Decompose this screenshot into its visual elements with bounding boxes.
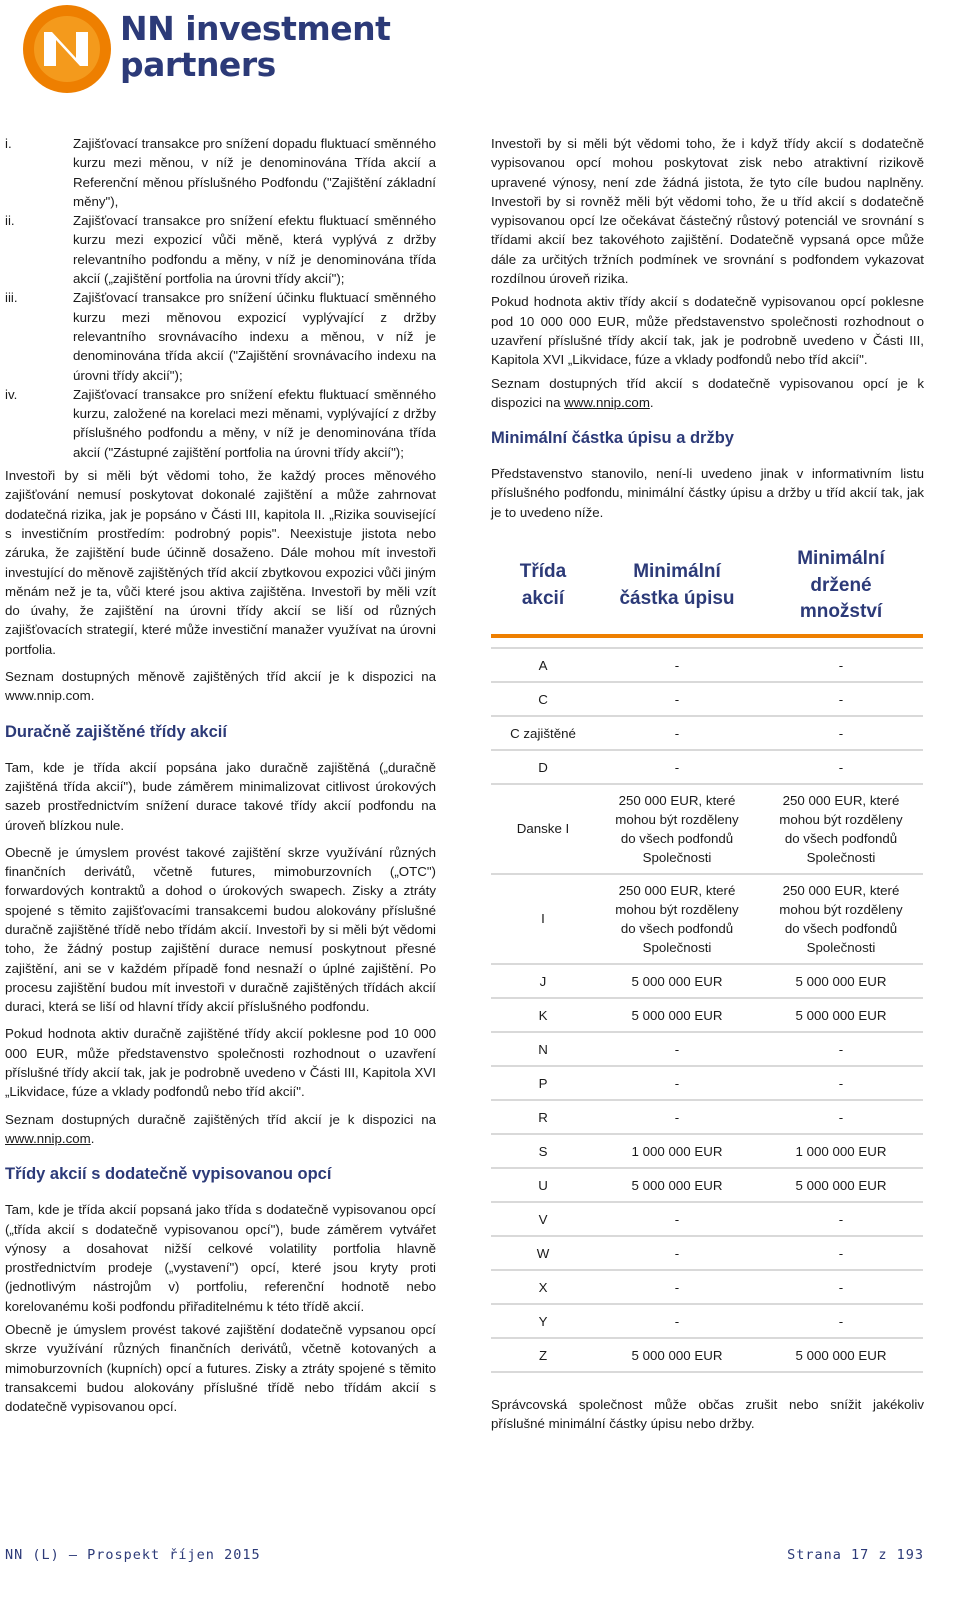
paragraph: Pokud hodnota aktiv třídy akcií s dodatečně vypisovanou opcí poklesne pod 10 000 000 EUR, může představenstvo společnosti rozhodnout o uzavření příslušné třídy akcií tak, jak je podrobně uvedeno v Části III, Kapitola XVI „Likvidace, fúze a vklady podfondů nebo tříd akcií".	[491, 294, 924, 368]
share-class-cell: S	[491, 1134, 595, 1168]
list-number: ii.	[5, 213, 15, 229]
min-subscription-cell: 1 000 000 EUR	[595, 1134, 759, 1168]
table-row	[491, 1168, 923, 1202]
paragraph-text: .	[90, 1130, 95, 1146]
min-subscription-cell: 5 000 000 EUR	[595, 1168, 759, 1202]
paragraph: Tam, kde je třída akcií popsaná jako třída s dodatečně vypisovanou opcí („třída akcií s dodatečně vypisovanou opcí"), bude záměrem vytvářet výnosy a dosahovat nižší celkové volatility portfolia hlavně prostřednictvím prodeje („vystavení") opcí, které jsou kryty proti (jednotlivým nástrojům v) portfoliu, referenční hodnotě nebo korelovanému koši podfondu přiřaditelnému k této třídě akcií.	[5, 1202, 436, 1314]
min-subscription-cell: 5 000 000 EUR	[595, 998, 759, 1032]
min-holding-cell: -	[759, 716, 923, 750]
table-row	[491, 1066, 923, 1100]
section-heading-duration: Duračně zajištěné třídy akcií	[5, 722, 227, 741]
paragraph: Investoři by si měli být vědomi toho, že i když třídy akcií s dodatečně vypisovanou opcí mohou poskytovat zisk nebo atraktivní rizikově upravené výnosy, není zde žádná jistota, že tyto cíle budou naplněny. Investoři by si rovněž měli být vědomi toho, že u tříd akcií s dodatečně vypisovanou opcí lze očekávat částečný růstový potenciál ve srovnání s třídami akcií bez takovéhoto zajištění. Dodatečně vypsaná opce může dále za určitých tržních podmínek ve srovnání s podfondem vykazovat rozdílnou úroveň rizika.	[491, 136, 924, 287]
share-class-cell: P	[491, 1066, 595, 1100]
paragraph: Představenstvo stanovilo, není-li uvedeno jinak v informativním listu příslušného podfondu, minimální částky úpisu a držby u tříd akcií tak, jak je to uvedeno níže.	[491, 466, 924, 520]
table-row	[491, 1304, 923, 1338]
paragraph-text: Seznam dostupných duračně zajištěných tříd akcií je k dispozici na	[5, 1111, 436, 1127]
min-holding-cell: 5 000 000 EUR	[759, 998, 923, 1032]
share-class-cell: Danske I	[491, 784, 595, 874]
table-spacer-row	[491, 636, 923, 648]
hedging-list-item	[5, 211, 436, 288]
paragraph	[5, 1110, 436, 1149]
nn-logo-icon	[22, 4, 112, 94]
min-holding-cell: -	[759, 1032, 923, 1066]
company-logo	[22, 4, 391, 94]
min-holding-cell: -	[759, 750, 923, 784]
share-class-cell: U	[491, 1168, 595, 1202]
table-row	[491, 648, 923, 682]
paragraph: Investoři by si měli být vědomi toho, že každý proces měnového zajišťování nemusí poskytovat dokonalé zajištění a může zahrnovat dodatečná rizika, jak je popsáno v Části III, kapitola II. „Rizika související s investičním prostředím: podrobný popis". Neexistuje jistota nebo záruka, že zajištění bude účinně dosaženo. Dále mohou mít investoři investující do měnově zajištěných tříd akcií zbytkovou expozici vůči jiným měnám než je ta, vůči které jsou aktiva zajištěna. Investoři by měli vzít do úvahy, že zajištění na úrovni třídy akcií se liší od různých zajišťovacích strategií, které může investiční manažer využívat na úrovni portfolia.	[5, 468, 436, 657]
paragraph-text: .	[649, 394, 654, 410]
min-subscription-cell: -	[595, 1270, 759, 1304]
table-row	[491, 1270, 923, 1304]
share-class-cell: C	[491, 682, 595, 716]
hedging-list-item	[5, 134, 436, 211]
table-row	[491, 1032, 923, 1066]
share-class-cell: W	[491, 1236, 595, 1270]
min-holding-cell: 250 000 EUR, které mohou být rozděleny do všech podfondů Společnosti	[759, 874, 923, 964]
min-subscription-cell: -	[595, 1236, 759, 1270]
column-header-class	[491, 542, 595, 636]
table-row	[491, 682, 923, 716]
table-row	[491, 716, 923, 750]
share-class-cell: J	[491, 964, 595, 998]
min-subscription-cell: -	[595, 648, 759, 682]
min-holding-cell: -	[759, 1304, 923, 1338]
nnip-link[interactable]: www.nnip.com	[5, 1130, 91, 1146]
table-row	[491, 874, 923, 964]
paragraph: Obecně je úmyslem provést takové zajištění skrze využívání různých finančních derivátů, včetně futures, mimoburzovních („OTC") forwardových kontraktů a dohod o úrokových swapech. Zisky a ztráty spojené s těmito zajišťovacími transakcemi budou alokovány příslušné duračně zajištěné třídě nebo třídám akcií. Investoři by si měli být vědomi toho, že žádný postup zajištění durace nemusí poskytnout přesné zajištění, ani se v každém případě fond nesnaží o úplné zajištění. Po procesu zajištění budou mít investoři v duračně zajištěných třídách akcií duraci, která se liší od hlavní třídy akcií příslušného podfondu.	[5, 844, 436, 1015]
table-body	[491, 636, 923, 1372]
min-subscription-cell: -	[595, 1032, 759, 1066]
paragraph: Obecně je úmyslem provést takové zajištění dodatečně vypsanou opcí skrze využívání různých finančních derivátů, včetně kotovaných a mimoburzovních (kupních) opcí a futures. Zisky a ztráty spojené s těmito transakcemi budou alokovány příslušné třídě nebo třídám akcií s dodatečně vypisovanou opcí.	[5, 1322, 436, 1415]
header-text: Třída akcií	[519, 561, 567, 609]
min-subscription-cell: -	[595, 1066, 759, 1100]
table-row	[491, 1236, 923, 1270]
share-class-cell: K	[491, 998, 595, 1032]
table-header-row	[491, 542, 923, 636]
min-subscription-cell: -	[595, 716, 759, 750]
table-row	[491, 1202, 923, 1236]
min-subscription-cell: 5 000 000 EUR	[595, 964, 759, 998]
share-class-cell: D	[491, 750, 595, 784]
table-row	[491, 964, 923, 998]
min-holding-cell: -	[759, 1236, 923, 1270]
table-row	[491, 1134, 923, 1168]
left-column	[5, 134, 436, 1421]
footer-page-number: Strana 17 z 193	[787, 1547, 924, 1563]
header-text: Minimální částka úpisu	[619, 561, 735, 609]
min-subscription-cell: 250 000 EUR, které mohou být rozděleny do všech podfondů Společnosti	[595, 874, 759, 964]
min-holding-cell: -	[759, 1066, 923, 1100]
share-class-cell: I	[491, 874, 595, 964]
table-row	[491, 750, 923, 784]
min-subscription-cell: -	[595, 1100, 759, 1134]
min-holding-cell: -	[759, 1270, 923, 1304]
share-class-cell: X	[491, 1270, 595, 1304]
header-text: Minimální držené množství	[797, 548, 885, 623]
min-subscription-cell: -	[595, 682, 759, 716]
table-row	[491, 1100, 923, 1134]
hedging-list-item	[5, 385, 436, 462]
list-item-text: Zajišťovací transakce pro snížení dopadu fluktuací směnného kurzu mezi měnou, v níž je denominována Třída akcií a Referenční měnou příslušného Podfondu ("Zajištění základní měny"),	[73, 136, 436, 209]
min-holding-cell: 5 000 000 EUR	[759, 964, 923, 998]
paragraph: Seznam dostupných měnově zajištěných tříd akcií je k dispozici na www.nnip.com.	[5, 669, 436, 704]
min-holding-cell: 1 000 000 EUR	[759, 1134, 923, 1168]
minimum-amounts-table	[491, 542, 923, 1373]
paragraph: Správcovská společnost může občas zrušit nebo snížit jakékoliv příslušné minimální částky úpisu nebo držby.	[491, 1396, 924, 1431]
paragraph: Tam, kde je třída akcií popsána jako duračně zajištěná („duračně zajištěná třída akcií"), bude záměrem minimalizovat citlivost úrokových sazeb prostřednictvím snížení durace takové třídy akcií podfondu na úroveň blízkou nule.	[5, 759, 436, 833]
section-heading-minimum: Minimální částka úpisu a držby	[491, 429, 734, 448]
paragraph	[491, 374, 924, 413]
list-number: iii.	[5, 290, 18, 306]
list-item-text: Zajišťovací transakce pro snížení efektu fluktuací směnného kurzu, založené na korelaci mezi měnami, vyplývající z držby příslušného podfondu a měny, v níž je denominována třída akcií ("Zástupné zajištění portfolia na úrovni třídy akcií");	[73, 386, 436, 460]
share-class-cell: Z	[491, 1338, 595, 1372]
share-class-cell: Y	[491, 1304, 595, 1338]
section-heading-options: Třídy akcií s dodatečně vypisovanou opcí	[5, 1165, 332, 1184]
min-subscription-cell: 250 000 EUR, které mohou být rozděleny do všech podfondů Společnosti	[595, 784, 759, 874]
min-holding-cell: 5 000 000 EUR	[759, 1338, 923, 1372]
min-holding-cell: -	[759, 1100, 923, 1134]
min-subscription-cell: -	[595, 750, 759, 784]
paragraph: Pokud hodnota aktiv duračně zajištěné třídy akcií poklesne pod 10 000 000 EUR, může představenstvo společnosti rozhodnout o uzavření příslušné třídy akcií tak, jak je podrobně uvedeno v Části III, Kapitola XVI „Likvidace, fúze a vklady podfondů nebo tříd akcií".	[5, 1026, 436, 1100]
footer-document-title: NN (L) – Prospekt říjen 2015	[5, 1547, 261, 1563]
min-holding-cell: 5 000 000 EUR	[759, 1168, 923, 1202]
column-header-holding	[759, 542, 923, 636]
nnip-link[interactable]: www.nnip.com	[564, 394, 650, 410]
column-header-subscription	[595, 542, 759, 636]
share-class-cell: C zajištěné	[491, 716, 595, 750]
table-row	[491, 1338, 923, 1372]
min-holding-cell: -	[759, 648, 923, 682]
logo-wordmark-line2: partners	[120, 45, 276, 84]
min-subscription-cell: -	[595, 1304, 759, 1338]
list-item-text: Zajišťovací transakce pro snížení účinku fluktuací směnného kurzu mezi měnovou expozicí vyplývající z držby relevantního srovnávacího indexu a měnou, v níž je denominována třída akcií ("Zajištění srovnávacího indexu na úrovni třídy akcií");	[73, 290, 436, 383]
list-item-text: Zajišťovací transakce pro snížení efektu fluktuací směnného kurzu mezi expozicí vůči měně, která vyplývá z držby relevantního podfondu a měny, v níž je denominována třída akcií („zajištění portfolia na úrovni třídy akcií");	[73, 213, 436, 287]
min-holding-cell: 250 000 EUR, které mohou být rozděleny do všech podfondů Společnosti	[759, 784, 923, 874]
min-holding-cell: -	[759, 682, 923, 716]
share-class-cell: A	[491, 648, 595, 682]
min-subscription-cell: -	[595, 1202, 759, 1236]
paragraph-text: Seznam dostupných tříd akcií s dodatečně vypisovanou opcí je k dispozici na	[491, 375, 924, 410]
logo-wordmark-line1: NN investment	[120, 9, 391, 48]
min-holding-cell: -	[759, 1202, 923, 1236]
right-column	[491, 134, 924, 1437]
share-class-cell: V	[491, 1202, 595, 1236]
table-row	[491, 998, 923, 1032]
hedging-list-item	[5, 288, 436, 384]
min-subscription-cell: 5 000 000 EUR	[595, 1338, 759, 1372]
list-number: iv.	[5, 386, 18, 402]
table-row	[491, 784, 923, 874]
list-number: i.	[5, 136, 12, 151]
share-class-cell: R	[491, 1100, 595, 1134]
share-class-cell: N	[491, 1032, 595, 1066]
